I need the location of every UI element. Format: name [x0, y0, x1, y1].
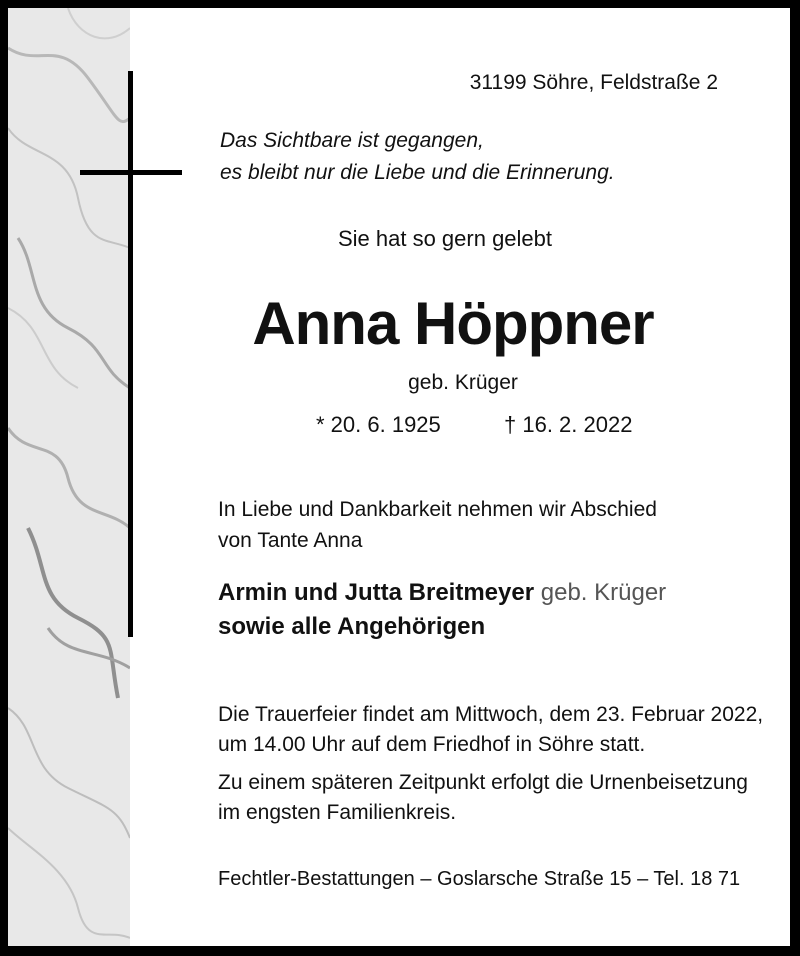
undertaker-info: Fechtler-Bestattungen – Goslarsche Straße 15 – Tel. 18 71: [218, 868, 741, 890]
funeral-line-2: um 14.00 Uhr auf dem Friedhof in Söhre statt.: [218, 733, 646, 756]
marble-veins: [8, 8, 130, 946]
mourners: [218, 576, 666, 644]
farewell-line-1: In Liebe und Dankbarkeit nehmen wir Abschied: [218, 498, 657, 521]
mourners-secondary: sowie alle Angehörigen: [218, 613, 486, 640]
quote-line-2: es bleibt nur die Liebe und die Erinnerung.: [220, 161, 615, 184]
farewell-line-2: von Tante Anna: [218, 529, 363, 552]
funeral-line-1: Die Trauerfeier findet am Mittwoch, dem 23. Februar 2022,: [218, 703, 764, 726]
subtitle: Sie hat so gern gelebt: [337, 226, 553, 251]
address: 31199 Söhre, Feldstraße 2: [469, 71, 718, 94]
memorial-quote: [220, 125, 615, 189]
birth-date: * 20. 6. 1925: [316, 412, 441, 437]
mourners-primary-suffix: geb. Krüger: [540, 579, 667, 606]
death-date: † 16. 2. 2022: [504, 412, 633, 437]
marble-texture: [8, 8, 130, 946]
mourners-primary: Armin und Jutta Breitmeyer: [218, 579, 535, 606]
funeral-line-4: im engsten Familienkreis.: [218, 801, 457, 824]
funeral-line-3: Zu einem späteren Zeitpunkt erfolgt die Urnenbeisetzung: [218, 771, 748, 794]
deceased-name: Anna Höppner: [252, 290, 654, 357]
obituary-card: [8, 8, 790, 946]
funeral-info: [218, 700, 763, 828]
mourners-primary-line: [218, 576, 666, 610]
quote-line-1: Das Sichtbare ist gegangen,: [220, 129, 484, 152]
farewell-text: [218, 494, 657, 556]
maiden-name: geb. Krüger: [408, 371, 518, 394]
